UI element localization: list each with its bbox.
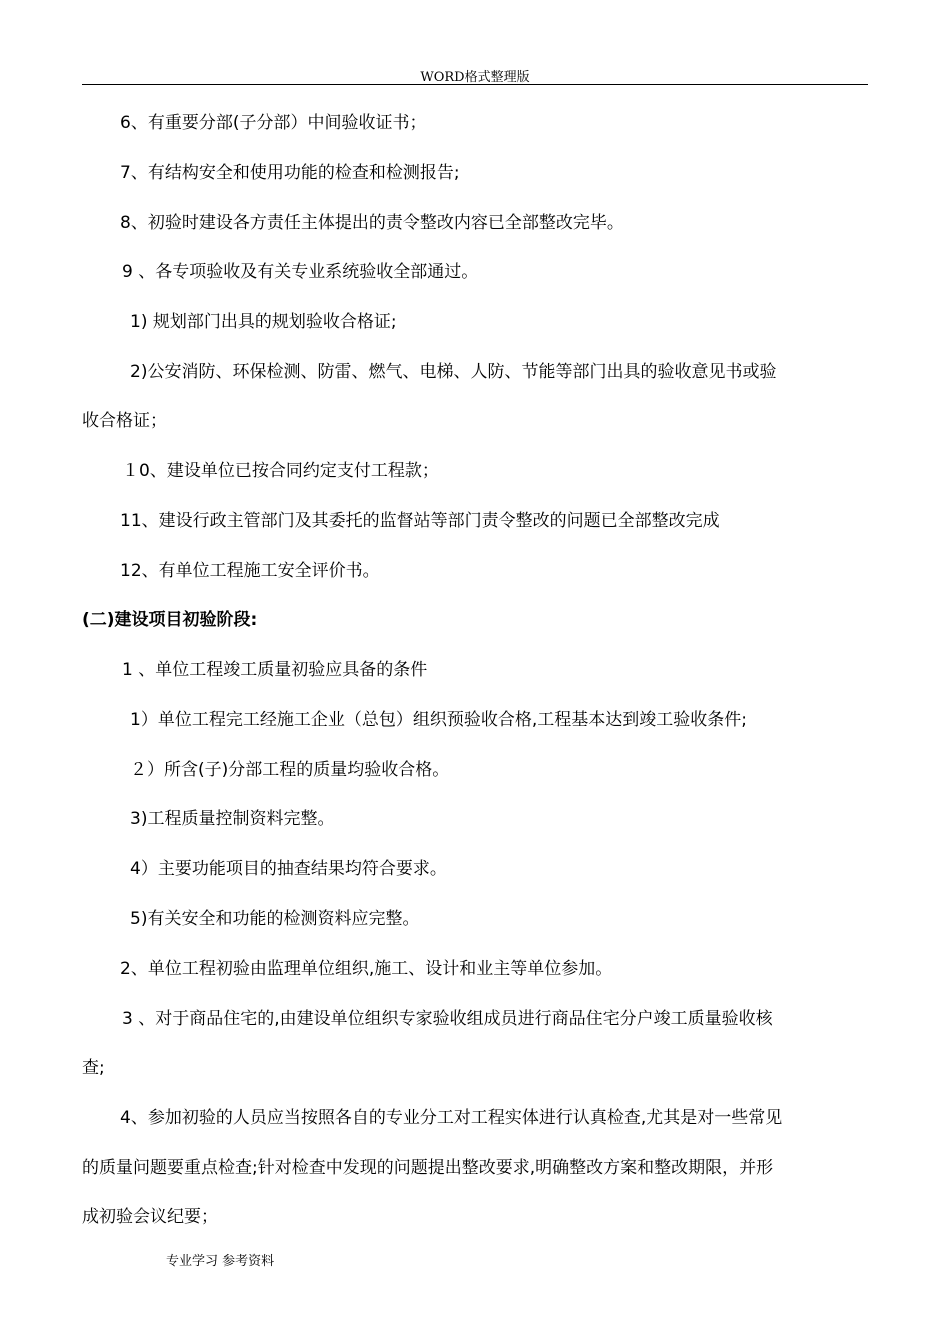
condition-1: 1 、单位工程竣工质量初验应具备的条件 xyxy=(122,660,428,680)
item-11: 11、建设行政主管部门及其委托的监督站等部门责令整改的问题已全部整改完成 xyxy=(120,511,720,531)
sub-item-1: 1) 规划部门出具的规划验收合格证; xyxy=(130,312,397,332)
item-8: 8、初验时建设各方责任主体提出的责令整改内容已全部整改完毕。 xyxy=(120,213,624,233)
item-10: １0、建设单位已按合同约定支付工程款； xyxy=(122,461,439,481)
condition-3: 3 、对于商品住宅的,由建设单位组织专家验收组成员进行商品住宅分户竣工质量验收核 xyxy=(122,1009,773,1029)
condition-4: 4、参加初验的人员应当按照各自的专业分工对工程实体进行认真检查,尤其是对一些常见 xyxy=(120,1108,783,1128)
item-12: 12、有单位工程施工安全评价书。 xyxy=(120,561,380,581)
sub-item-2-cont: 收合格证； xyxy=(82,411,167,431)
page-header: WORD格式整理版 xyxy=(420,70,530,85)
item-6: 6、有重要分部(子分部）中间验收证书； xyxy=(120,113,427,133)
condition-1-5: 5)有关安全和功能的检测资料应完整。 xyxy=(130,909,420,929)
condition-3-cont: 查; xyxy=(82,1058,105,1078)
condition-1-1: 1）单位工程完工经施工企业（总包）组织预验收合格,工程基本达到竣工验收条件; xyxy=(130,710,747,730)
header-rule xyxy=(82,84,868,85)
item-7: 7、有结构安全和使用功能的检查和检测报告; xyxy=(120,163,460,183)
condition-4-cont-2: 成初验会议纪要； xyxy=(82,1207,218,1227)
condition-1-2: ２）所含(子)分部工程的质量均验收合格。 xyxy=(130,760,450,780)
sub-item-2: 2)公安消防、环保检测、防雷、燃气、电梯、人防、节能等部门出具的验收意见书或验 xyxy=(130,362,777,382)
condition-1-3: 3)工程质量控制资料完整。 xyxy=(130,809,335,829)
section-heading: (二)建设项目初验阶段: xyxy=(82,610,258,630)
condition-2: 2、单位工程初验由监理单位组织,施工、设计和业主等单位参加。 xyxy=(120,959,613,979)
item-9: 9 、各专项验收及有关专业系统验收全部通过。 xyxy=(122,262,479,282)
condition-4-cont-1: 的质量问题要重点检查;针对检查中发现的问题提出整改要求,明确整改方案和整改期限，并形 xyxy=(82,1158,774,1178)
condition-1-4: 4）主要功能项目的抽查结果均符合要求。 xyxy=(130,859,447,879)
page-footer: 专业学习 参考资料 xyxy=(166,1254,275,1269)
